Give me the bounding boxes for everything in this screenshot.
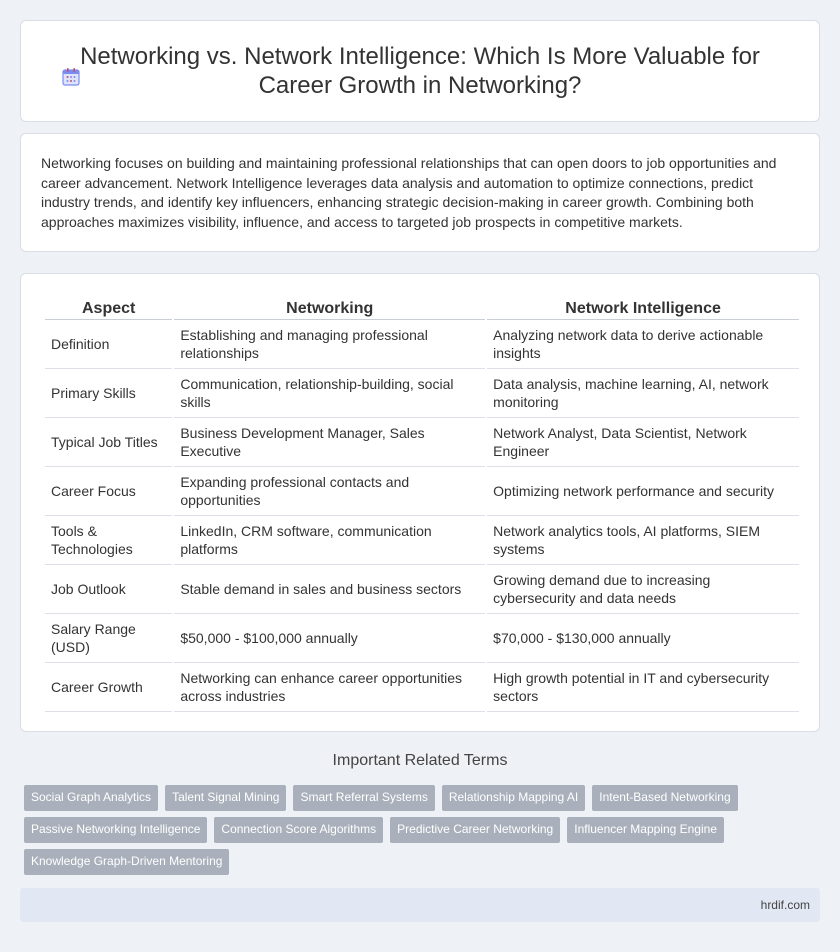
- table-header-row: [45, 294, 799, 320]
- table-cell-networking: Business Development Manager, Sales Executive: [174, 418, 485, 467]
- table-cell-networking: Networking can enhance career opportunities across industries: [174, 663, 485, 712]
- related-term-tag[interactable]: Knowledge Graph-Driven Mentoring: [24, 849, 229, 875]
- table-row: [45, 369, 799, 418]
- table-cell-network-intelligence: Optimizing network performance and security: [487, 467, 799, 516]
- table-cell-networking: Establishing and managing professional relationships: [174, 320, 485, 369]
- table-row: [45, 663, 799, 712]
- table-cell-aspect: Salary Range (USD): [45, 614, 172, 663]
- column-header-aspect: Aspect: [45, 294, 172, 320]
- related-term-tag[interactable]: Social Graph Analytics: [24, 785, 158, 811]
- related-terms-list: [24, 785, 804, 875]
- table-cell-network-intelligence: Growing demand due to increasing cybersecurity and data needs: [487, 565, 799, 614]
- table-row: [45, 516, 799, 565]
- related-term-tag[interactable]: Intent-Based Networking: [592, 785, 737, 811]
- table-row: [45, 467, 799, 516]
- table-row: [45, 614, 799, 663]
- related-term-tag[interactable]: Relationship Mapping AI: [442, 785, 585, 811]
- footer: [20, 888, 820, 922]
- related-term-tag[interactable]: Smart Referral Systems: [293, 785, 434, 811]
- column-header-networking: Networking: [174, 294, 485, 320]
- table-cell-network-intelligence: Data analysis, machine learning, AI, network monitoring: [487, 369, 799, 418]
- header-card: [20, 20, 820, 122]
- table-row: [45, 320, 799, 369]
- table-cell-networking: Communication, relationship-building, social skills: [174, 369, 485, 418]
- table-cell-networking: Stable demand in sales and business sectors: [174, 565, 485, 614]
- table-cell-networking: $50,000 - $100,000 annually: [174, 614, 485, 663]
- table-cell-aspect: Career Focus: [45, 467, 172, 516]
- table-cell-network-intelligence: High growth potential in IT and cybersecurity sectors: [487, 663, 799, 712]
- table-cell-aspect: Career Growth: [45, 663, 172, 712]
- related-term-tag[interactable]: Talent Signal Mining: [165, 785, 286, 811]
- table-cell-aspect: Primary Skills: [45, 369, 172, 418]
- column-header-network-intelligence: Network Intelligence: [487, 294, 799, 320]
- related-terms-heading: Important Related Terms: [332, 752, 508, 769]
- table-cell-network-intelligence: $70,000 - $130,000 annually: [487, 614, 799, 663]
- table-cell-network-intelligence: Analyzing network data to derive actionable insights: [487, 320, 799, 369]
- intro-paragraph: Networking focuses on building and maintaining professional relationships that can open doors to job opportunities and career advancement. Network Intelligence leverages data analysis and automation to optimize connections, predict industry trends, and identify key influencers, enhancing strategic decision-making in career growth. Combining both approaches maximizes visibility, influence, and access to targeted job prospects in competitive markets.: [41, 155, 777, 230]
- table-cell-network-intelligence: Network Analyst, Data Scientist, Network Engineer: [487, 418, 799, 467]
- table-cell-networking: LinkedIn, CRM software, communication platforms: [174, 516, 485, 565]
- related-term-tag[interactable]: Passive Networking Intelligence: [24, 817, 207, 843]
- related-term-tag[interactable]: Predictive Career Networking: [390, 817, 560, 843]
- table-cell-network-intelligence: Network analytics tools, AI platforms, SIEM systems: [487, 516, 799, 565]
- comparison-table-card: [20, 273, 820, 732]
- table-cell-aspect: Definition: [45, 320, 172, 369]
- related-term-tag[interactable]: Connection Score Algorithms: [214, 817, 383, 843]
- page-title: Networking vs. Network Intelligence: Which Is More Valuable for Career Growth in Networking?: [80, 43, 760, 99]
- intro-card: [20, 133, 820, 252]
- footer-site-link[interactable]: hrdif.com: [760, 898, 810, 912]
- table-cell-aspect: Tools & Technologies: [45, 516, 172, 565]
- table-row: [45, 418, 799, 467]
- comparison-table: [43, 294, 801, 712]
- table-cell-networking: Expanding professional contacts and opportunities: [174, 467, 485, 516]
- table-cell-aspect: Typical Job Titles: [45, 418, 172, 467]
- table-cell-aspect: Job Outlook: [45, 565, 172, 614]
- related-term-tag[interactable]: Influencer Mapping Engine: [567, 817, 724, 843]
- table-row: [45, 565, 799, 614]
